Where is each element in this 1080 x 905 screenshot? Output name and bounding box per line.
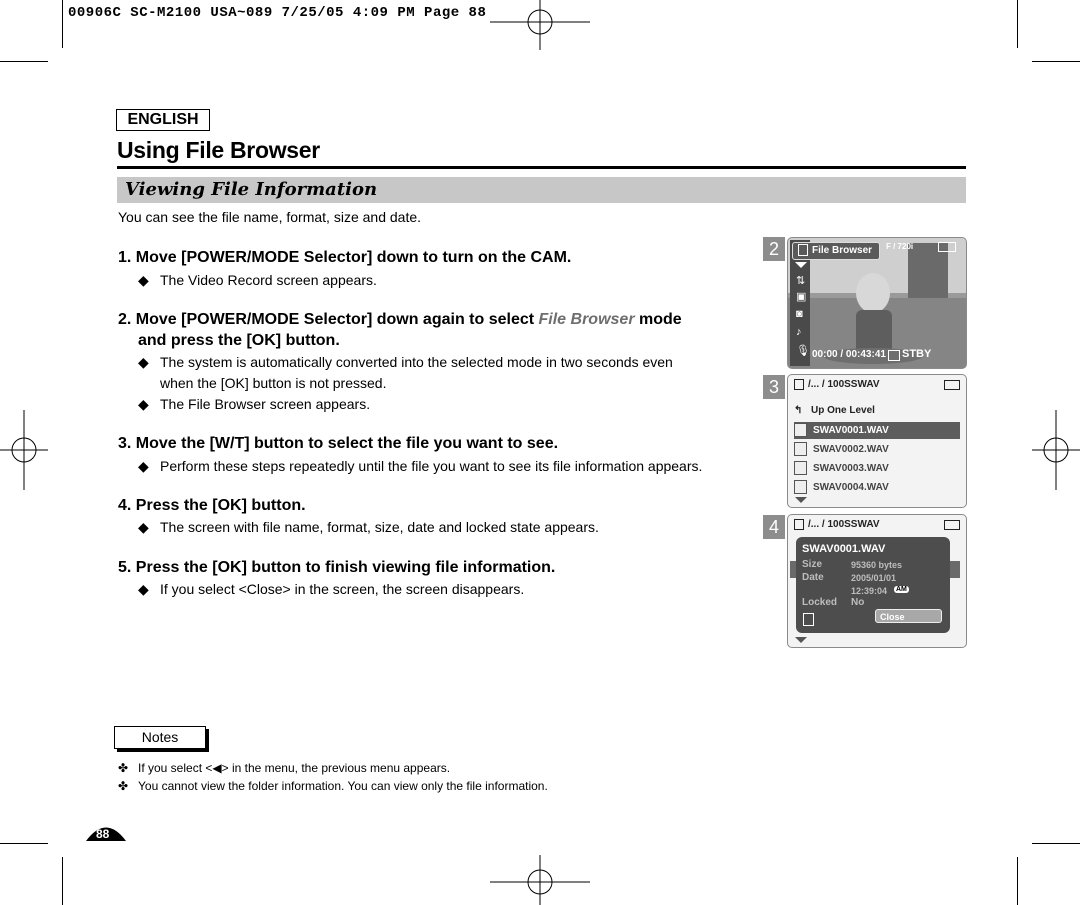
camera-icon: ◙ — [796, 308, 803, 320]
chevron-down-icon — [795, 262, 807, 268]
step-3-bullet: ◆ Perform these steps repeatedly until the file you want to see its file information appears. — [138, 458, 703, 474]
crop-mark — [1017, 0, 1018, 48]
date-label: Date — [802, 572, 824, 583]
step-1-title: 1. Move [POWER/MODE Selector] down to turn on the CAM. — [118, 249, 572, 266]
file-name: SWAV0001.WAV — [802, 543, 886, 555]
music-icon: ♪ — [796, 326, 802, 338]
file-icon — [794, 442, 807, 456]
crop-mark — [0, 61, 48, 62]
resolution-label: F / 720i — [886, 242, 914, 251]
file-row[interactable]: SWAV0004.WAV — [794, 479, 960, 496]
battery-icon — [938, 242, 956, 252]
step-1-bullet: ◆ The Video Record screen appears. — [138, 272, 377, 288]
ampm-badge: AM — [896, 586, 907, 593]
folder-icon — [794, 379, 804, 390]
page-number: 88 — [96, 827, 110, 841]
file-icon — [794, 423, 807, 437]
step-2-bullet-cont: when the [OK] button is not pressed. — [160, 375, 387, 391]
file-icon — [794, 480, 807, 494]
file-browser-menu-item[interactable]: File Browser — [792, 242, 880, 260]
mic-icon: 🎙 — [796, 345, 810, 357]
screen-2 — [787, 237, 967, 369]
scroll-down-icon[interactable] — [795, 497, 807, 503]
crop-mark — [1032, 61, 1080, 62]
page-title: Using File Browser — [117, 137, 320, 163]
stop-icon — [888, 350, 900, 361]
step-4-bullet: ◆ The screen with file name, format, size, date and locked state appears. — [138, 519, 599, 535]
screen-4 — [787, 514, 967, 648]
crop-mark — [62, 857, 63, 905]
up-one-level[interactable]: ↰ Up One Level — [794, 402, 960, 419]
screen-3-number: 3 — [763, 375, 785, 399]
registration-mark-icon — [1032, 410, 1080, 490]
step-3-title: 3. Move the [W/T] button to select the file you want to see. — [118, 435, 559, 452]
crop-mark — [62, 0, 63, 48]
step-5-title: 5. Press the [OK] button to finish viewing file information. — [118, 559, 556, 576]
file-row[interactable]: SWAV0003.WAV — [794, 460, 960, 477]
registration-mark-icon — [490, 855, 590, 905]
crop-mark — [1032, 843, 1080, 844]
movie-icon: ▣ — [796, 291, 807, 303]
note-item: ✤ You cannot view the folder information. You can view only the file information. — [118, 779, 548, 793]
registration-mark-icon — [0, 410, 48, 490]
intro-text: You can see the file name, format, size and date. — [118, 209, 422, 225]
step-2-title-line2: and press the [OK] button. — [138, 332, 340, 349]
note-item: ✤ If you select <◀> in the menu, the previous menu appears. — [118, 761, 451, 775]
locked-value: No — [851, 597, 865, 608]
section-title: Viewing File Information — [125, 179, 378, 200]
step-2-bullet: ◆ The File Browser screen appears. — [138, 396, 371, 412]
file-row[interactable]: SWAV0002.WAV — [794, 441, 960, 458]
file-icon — [794, 461, 807, 475]
folder-icon — [794, 519, 804, 530]
file-icon — [803, 613, 814, 626]
battery-icon — [944, 520, 960, 530]
close-button[interactable]: Close — [875, 609, 942, 623]
date-value: 2005/01/01 — [851, 573, 897, 583]
title-rule — [117, 166, 966, 169]
settings-icon: ⇅ — [796, 275, 806, 287]
screen-3 — [787, 374, 967, 508]
scroll-down-icon[interactable] — [795, 637, 807, 643]
registration-mark-icon — [490, 0, 590, 50]
step-4-title: 4. Press the [OK] button. — [118, 497, 306, 514]
notes-label: Notes — [114, 726, 206, 749]
step-2-bullet: ◆ The system is automatically converted into the selected mode in two seconds even — [138, 354, 673, 370]
step-2-title: 2. Move [POWER/MODE Selector] down again to select File Browser mode — [118, 311, 682, 328]
file-icon — [798, 244, 808, 256]
print-header: 00906C SC-M2100 USA~089 7/25/05 4:09 PM Page 88 — [68, 5, 487, 21]
language-label: ENGLISH — [116, 109, 210, 131]
step-5-bullet: ◆ If you select <Close> in the screen, the screen disappears. — [138, 581, 525, 597]
timecode: 00:00 / 00:43:41 — [812, 349, 886, 360]
screen-2-number: 2 — [763, 237, 785, 261]
up-arrow-icon: ↰ — [794, 405, 803, 416]
folder-path: /... / 100SSWAV — [794, 519, 880, 530]
screen-4-number: 4 — [763, 515, 785, 539]
size-label: Size — [802, 559, 823, 570]
folder-path: /... / 100SSWAV — [794, 379, 880, 390]
locked-label: Locked — [802, 597, 838, 608]
time-value: 12:39:04 — [851, 586, 888, 596]
crop-mark — [0, 843, 48, 844]
crop-mark — [1017, 857, 1018, 905]
file-info-dialog — [796, 537, 950, 633]
size-value: 95360 bytes — [851, 560, 903, 570]
battery-icon — [944, 380, 960, 390]
status-label: STBY — [902, 348, 932, 360]
file-row[interactable]: SWAV0001.WAV — [794, 422, 960, 439]
